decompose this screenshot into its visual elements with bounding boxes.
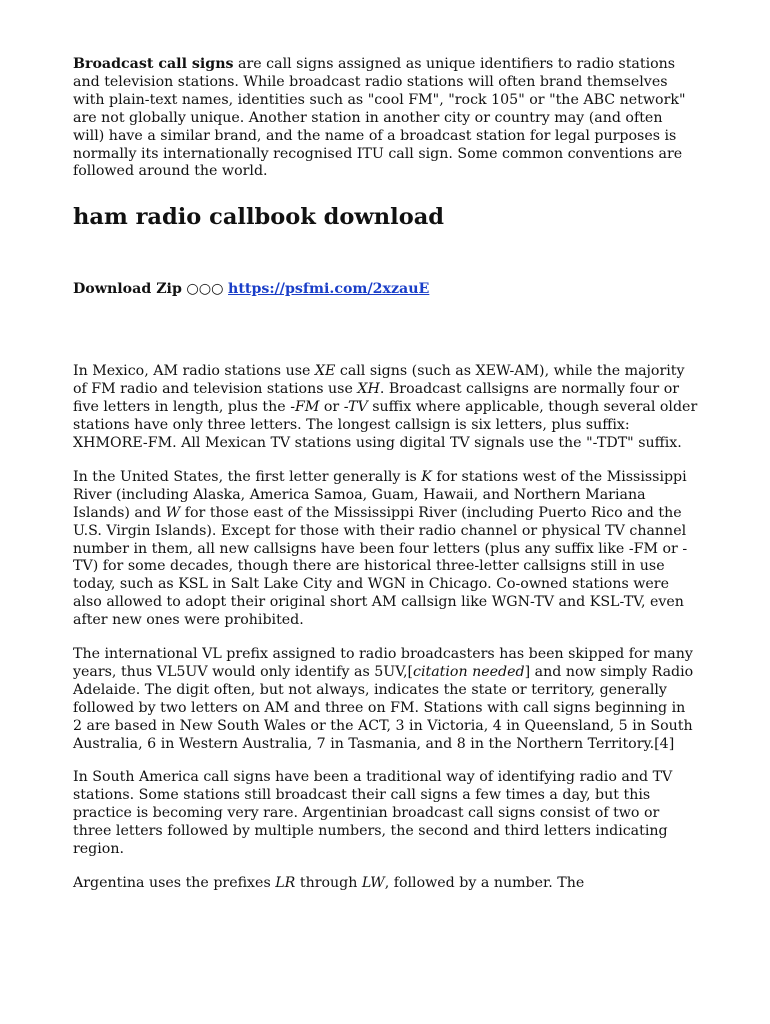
paragraph-united-states xyxy=(73,469,698,630)
italic-run: -FM xyxy=(290,399,320,416)
download-link[interactable]: https://psfmi.com/2xzauE xyxy=(228,281,430,298)
paragraph-mexico xyxy=(73,363,698,453)
italic-run: LR xyxy=(275,875,296,891)
italic-run: XH xyxy=(357,381,380,398)
text-run: call signs (such as XEW-AM), while the majority of FM radio and television stations use xyxy=(73,363,685,398)
italic-run: XE xyxy=(314,363,336,380)
text-run: for stations west of the Mississippi River (including Alaska, America Samoa, Guam, Hawaii, and Northern Mariana Islands) and xyxy=(73,468,687,521)
text-run: Argentina uses the prefixes xyxy=(73,875,276,891)
italic-run: W xyxy=(165,504,181,521)
page-heading: ham radio callbook download xyxy=(73,204,445,231)
text-run: suffix where applicable, though several older stations have only three letters. The longest callsign is six letters, plus suffix: XHMORE-FM. All Mexican TV stations using digital TV signals use the "-TDT" suffix. xyxy=(73,399,698,451)
paragraph-south-america: In South America call signs have been a traditional way of identifying radio and TV stations. Some stations still broadcast their call signs a few times a day, but this practice is becoming very rare. Argentinian broadcast call signs consist of two or three letters followed by multiple numbers, the second and third letters indicating region. xyxy=(73,769,673,858)
text-run: , followed by a number. The xyxy=(384,875,585,891)
text-run: for those east of the Mississippi River (including Puerto Rico and the U.S. Virgin Islands). Except for those with their radio channel or physical TV channel number in them, all new callsigns have been four letters (plus any suffix like -FM or -TV) for some decades, though there are historical three-letter callsigns still in use today, such as KSL in Salt Lake City and WGN in Chicago. Co-owned stations were also allowed to adopt their original short AM callsign like WGN-TV and KSL-TV, even after new ones were prohibited. xyxy=(73,504,688,629)
body-paragraphs xyxy=(73,363,698,893)
paragraph-australia xyxy=(73,646,698,753)
download-line xyxy=(73,280,698,298)
italic-run: LW xyxy=(361,875,385,891)
download-circles-icon: ○○○ xyxy=(186,281,224,298)
paragraph-argentina xyxy=(73,875,698,893)
text-run: . Broadcast callsigns are normally four or five letters in length, plus the xyxy=(73,381,680,416)
intro-paragraph xyxy=(73,56,698,181)
intro-text: are call signs assigned as unique identifiers to radio stations and television stations. While broadcast radio stations will often brand themselves with plain-text names, identities such as "cool FM", "rock 105" or "the ABC network" are not globally unique. Another station in another city or country may (and often will) have a similar brand, and the name of a broadcast station for legal purposes is normally its internationally recognised ITU call sign. Some common conventions are followed around the world. xyxy=(73,56,686,180)
download-label: Download Zip xyxy=(73,281,182,298)
italic-run: -TV xyxy=(343,399,368,416)
text-run: In Mexico, AM radio stations use xyxy=(73,363,315,380)
text-run: ] and now simply Radio Adelaide. The digit often, but not always, indicates the state or territory, generally followed by two letters on AM and three on FM. Stations with call signs beginning in 2 are based in New South Wales or the ACT, 3 in Victoria, 4 in Queensland, 5 in South Australia, 6 in Western Australia, 7 in Tasmania, and 8 in the Northern Territory.[4] xyxy=(73,663,694,752)
text-run: or xyxy=(319,399,344,416)
italic-run: citation needed xyxy=(413,663,525,680)
document-page xyxy=(73,56,698,909)
text-run: The international VL prefix assigned to radio broadcasters has been skipped for many years, thus VL5UV would only identify as 5UV,[ xyxy=(73,646,693,680)
text-run: through xyxy=(295,875,362,891)
intro-bold-term: Broadcast call signs xyxy=(73,56,234,72)
text-run: In the United States, the first letter generally is xyxy=(73,468,422,485)
italic-run: K xyxy=(421,468,432,485)
